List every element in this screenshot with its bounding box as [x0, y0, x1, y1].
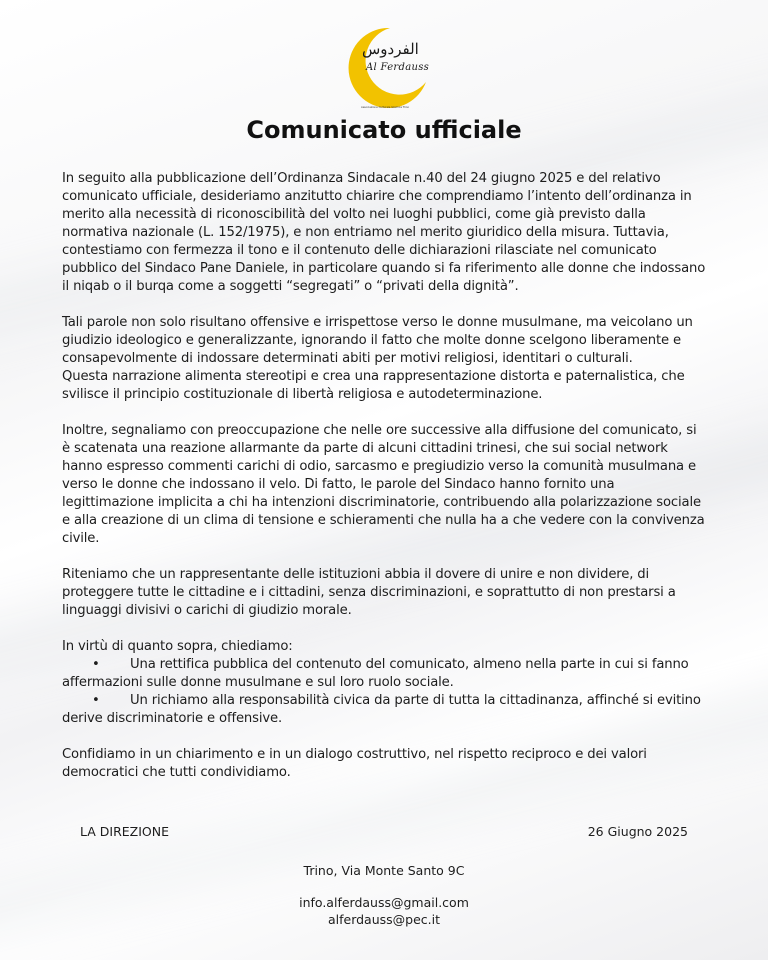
date: 26 Giugno 2025	[587, 824, 688, 839]
paragraph-2b: Questa narrazione alimenta stereotipi e crea una rappresentazione distorta e paternalistica, che svilisce il principio costituzionale di libertà religiosa e autodeterminazione.	[62, 369, 685, 402]
list-item	[62, 692, 708, 728]
address: Trino, Via Monte Santo 9C	[303, 863, 465, 878]
pec-link[interactable]: alferdauss@pec.it	[327, 912, 441, 927]
logo-arabic-text: الفردوس	[362, 40, 419, 58]
logo	[338, 22, 430, 114]
signature: LA DIREZIONE	[80, 824, 170, 839]
bullet-text: Una rettifica pubblica del contenuto del comunicato, almeno nella parte in cui si fanno affermazioni sulle donne musulmane e sul loro ruolo sociale.	[62, 657, 689, 690]
paragraph-closing: Confidiamo in un chiarimento e in un dialogo costruttivo, nel rispetto reciproco e dei valori democratici che tutti condividiamo.	[62, 747, 647, 780]
bullet-icon: •	[92, 657, 100, 672]
paragraph-3: Inoltre, segnaliamo con preoccupazione che nelle ore successive alla diffusione del comunicato, si è scatenata una reazione allarmante da parte di alcuni cittadini trinesi, che sui social network hanno espresso commenti carichi di odio, sarcasmo e pregiudizio verso la comunità musulmana e verso le donne che indossano il velo. Di fatto, le parole del Sindaco hanno fornito una legittimazione implicita a chi ha intenzioni discriminatorie, contribuendo alla polarizzazione sociale e alla creazione di un clima di tensione e schieramenti che nulla ha a che vedere con la convivenza civile.	[62, 423, 705, 546]
paragraph-4: Riteniamo che un rappresentante delle istituzioni abbia il dovere di unire e non dividere, di proteggere tutte le cittadine e i cittadini, senza discriminazioni, e soprattutto di non prestarsi a linguaggi divisivi o carichi di giudizio morale.	[62, 567, 676, 618]
bullet-icon: •	[92, 693, 100, 708]
email-link[interactable]: info.alferdauss@gmail.com	[299, 895, 469, 910]
paragraph-1: In seguito alla pubblicazione dell’Ordinanza Sindacale n.40 del 24 giugno 2025 e del relativo comunicato ufficiale, desideriamo anzitutto chiarire che comprendiamo l’intento dell’ordinanza in merito alla necessità di riconoscibilità del volto nei luoghi pubblici, come già previsto dalla normativa nazionale (L. 152/1975), e non entriamo nel merito giuridico della misura. Tuttavia, contestiamo con fermezza il tono e il contenuto delle dichiarazioni rilasciate nel comunicato pubblico del Sindaco Pane Daniele, in particolare quando si fa riferimento alle donne che indossano il niqab o il burqa come a soggetti “segregati” o “privati della dignità”.	[62, 171, 706, 294]
bullet-text: Un richiamo alla responsabilità civica da parte di tutta la cittadinanza, affinché si evitino derive discriminatorie e offensive.	[62, 693, 701, 726]
list-item	[62, 656, 708, 692]
requests-intro: In virtù di quanto sopra, chiediamo:	[62, 639, 293, 654]
letter-body	[62, 170, 708, 800]
logo-latin-text: Al Ferdauss	[366, 62, 430, 73]
page-title: Comunicato ufficiale	[246, 116, 522, 144]
paragraph-2a: Tali parole non solo risultano offensive e irrispettose verso le donne musulmane, ma veicolano un giudizio ideologico e generalizzante, ignorando il fatto che molte donne scelgono liberamente e consapevolmente di indossare determinati abiti per motivi religiosi, identitari o culturali.	[62, 315, 693, 366]
logo-subtitle: Associazione Culturale Islamica Trino	[361, 106, 409, 109]
